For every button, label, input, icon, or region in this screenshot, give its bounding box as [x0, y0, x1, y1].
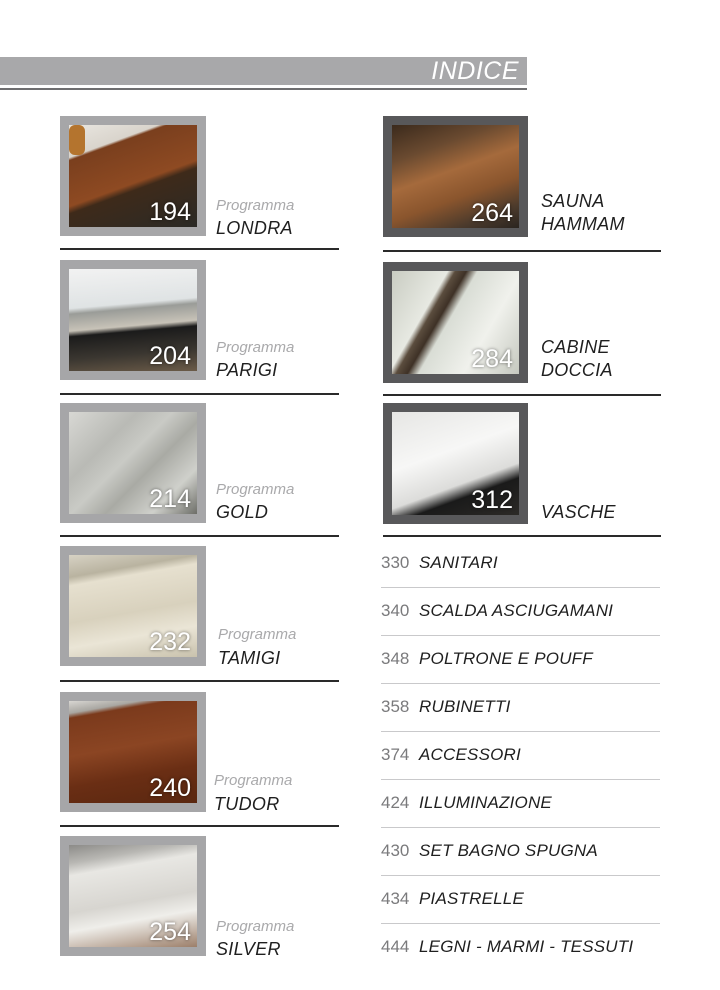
program-name-line2: DOCCIA — [541, 360, 613, 380]
thumbnail-image — [60, 836, 206, 956]
program-name: TAMIGI — [218, 648, 281, 668]
section-label: SCALDA ASCIUGAMANI — [419, 601, 614, 620]
program-label: Programma — [216, 918, 295, 935]
entry-divider — [60, 825, 339, 827]
index-row-scalda-asciugamani[interactable] — [381, 588, 660, 636]
index-row-rubinetti[interactable] — [381, 684, 660, 732]
thumbnail-image — [383, 403, 528, 524]
index-row-piastrelle[interactable] — [381, 876, 660, 924]
program-name: GOLD — [216, 502, 269, 522]
section-label: SANITARI — [419, 553, 498, 572]
section-label: ACCESSORI — [419, 745, 521, 764]
program-name-line2: HAMMAM — [541, 214, 625, 234]
section-label: LEGNI - MARMI - TESSUTI — [419, 937, 634, 956]
program-label: Programma — [216, 339, 295, 356]
program-label: Programma — [214, 772, 293, 789]
page-number: 374 — [381, 745, 410, 764]
page-number: 348 — [381, 649, 410, 668]
thumbnail-image — [60, 403, 206, 523]
page-number: 204 — [149, 342, 191, 370]
program-name: PARIGI — [216, 360, 278, 380]
program-name: VASCHE — [541, 502, 616, 522]
entry-divider — [60, 393, 339, 395]
program-name: TUDOR — [214, 794, 280, 814]
page-number: 430 — [381, 841, 410, 860]
page-number: 330 — [381, 553, 410, 572]
program-name-line1: SAUNA — [541, 191, 605, 211]
page-number: 444 — [381, 937, 410, 956]
program-label: Programma — [216, 481, 295, 498]
index-row-illuminazione[interactable] — [381, 780, 660, 828]
entry-divider — [383, 250, 661, 252]
index-header-band — [0, 57, 527, 85]
thumbnail-image — [383, 262, 528, 383]
page-number: 254 — [149, 918, 191, 946]
thumbnail-image — [383, 116, 528, 237]
entry-divider — [383, 535, 661, 537]
section-label: RUBINETTI — [419, 697, 511, 716]
entry-divider — [60, 680, 339, 682]
index-row-accessori[interactable] — [381, 732, 660, 780]
page-number: 284 — [471, 345, 513, 373]
section-label: ILLUMINAZIONE — [419, 793, 552, 812]
entry-divider — [60, 535, 339, 537]
thumbnail-image — [60, 692, 206, 812]
page-number: 340 — [381, 601, 410, 620]
page-number: 434 — [381, 889, 410, 908]
program-label: Programma — [216, 197, 295, 214]
thumbnail-image — [60, 546, 206, 666]
page-number: 424 — [381, 793, 410, 812]
thumbnail-image — [60, 116, 206, 236]
page-number: 214 — [149, 485, 191, 513]
section-label: PIASTRELLE — [419, 889, 524, 908]
program-name: LONDRA — [216, 218, 293, 238]
header-divider — [0, 88, 527, 90]
section-label: POLTRONE E POUFF — [419, 649, 593, 668]
thumbnail-image — [60, 260, 206, 380]
index-row-set-bagno-spugna[interactable] — [381, 828, 660, 876]
page-number: 264 — [471, 199, 513, 227]
page-title: INDICE — [431, 57, 519, 85]
page-number: 194 — [149, 198, 191, 226]
page-number: 232 — [149, 628, 191, 656]
page-number: 358 — [381, 697, 410, 716]
program-label: Programma — [218, 626, 297, 643]
entry-divider — [60, 248, 339, 250]
index-row-legni-marmi-tessuti[interactable] — [381, 924, 660, 972]
page-number: 240 — [149, 774, 191, 802]
entry-divider — [383, 394, 661, 396]
section-label: SET BAGNO SPUGNA — [419, 841, 598, 860]
program-name-line1: CABINE — [541, 337, 610, 357]
index-row-poltrone-e-pouff[interactable] — [381, 636, 660, 684]
program-name: SILVER — [216, 939, 281, 959]
page-number: 312 — [471, 486, 513, 514]
index-row-sanitari[interactable] — [381, 540, 660, 588]
